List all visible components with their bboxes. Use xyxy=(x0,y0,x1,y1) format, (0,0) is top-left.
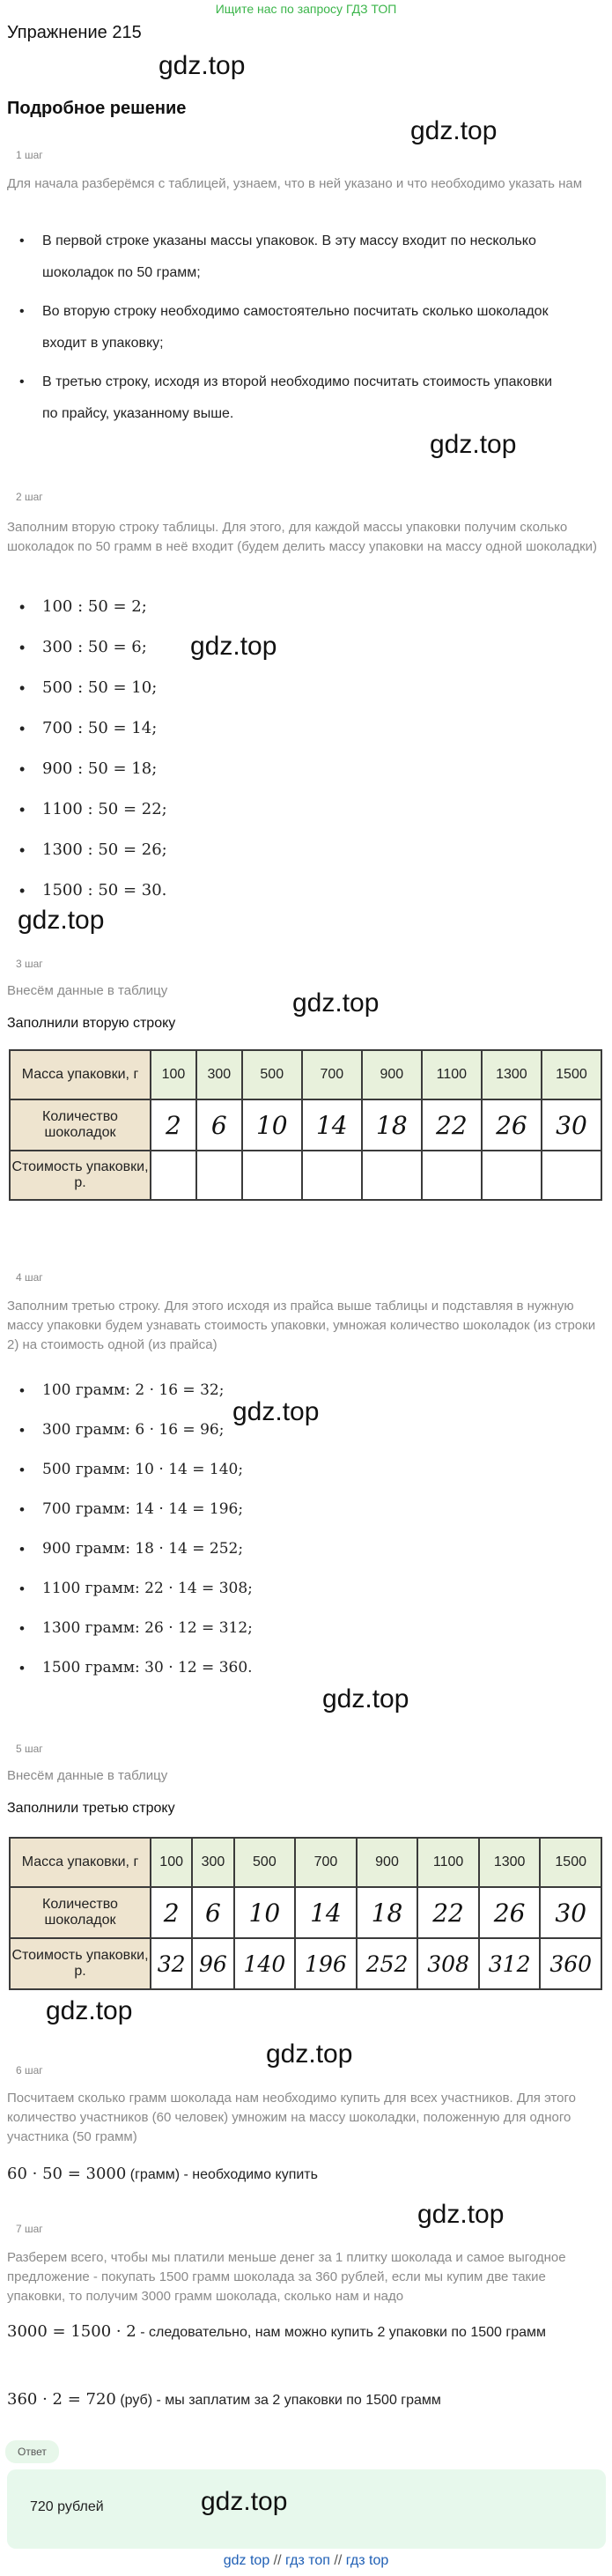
explanation-list xyxy=(7,226,571,430)
row-label-mass: Масса упаковки, г xyxy=(10,1838,151,1887)
list-item: • 100 грамм: 2 · 16 = 32; xyxy=(7,1371,377,1410)
formula-note: (грамм) - необходимо купить xyxy=(129,2167,318,2182)
mass-cell: 1100 xyxy=(417,1838,479,1887)
division-list xyxy=(7,587,359,911)
watermark: gdz.top xyxy=(266,2039,353,2069)
list-item: • 1100 : 50 = 22; xyxy=(7,789,359,830)
list-item: • 1500 грамм: 30 · 12 = 360. xyxy=(7,1648,377,1688)
empty-cell xyxy=(482,1151,542,1200)
list-item: • 1300 грамм: 26 · 12 = 312; xyxy=(7,1609,377,1648)
cost-calculation-list xyxy=(7,1371,377,1688)
list-item: • 300 грамм: 6 · 16 = 96; xyxy=(7,1410,377,1450)
row-label-mass: Масса упаковки, г xyxy=(10,1050,151,1099)
step-intro: Заполним вторую строку таблицы. Для этого, для каждой массы упаковки получим сколько шоколадок по 50 грамм в неё входит (будем делить массу упаковки на массу одной шоколадки) xyxy=(7,520,598,554)
count-cell: 10 xyxy=(234,1887,296,1938)
list-item: • 1300 : 50 = 26; xyxy=(7,830,359,870)
cost-cell: 140 xyxy=(234,1938,296,1989)
formula: 60 · 50 = 3000 xyxy=(7,2165,127,2183)
step-label: 1 шаг xyxy=(16,149,43,161)
count-cell: 6 xyxy=(196,1099,242,1151)
footer-link[interactable]: гдз top xyxy=(345,2553,389,2568)
formula-note: (руб) - мы заплатим за 2 упаковки по 1500 грамм xyxy=(120,2393,441,2408)
count-cell: 30 xyxy=(540,1887,601,1938)
cost-cell: 360 xyxy=(540,1938,601,1989)
count-cell: 6 xyxy=(192,1887,233,1938)
mass-cell: 900 xyxy=(362,1050,422,1099)
step-label: 2 шаг xyxy=(16,491,43,503)
step-intro: Разберем всего, чтобы мы платили меньше денег за 1 плитку шоколада и самое выгодное предложение - покупать 1500 грамм шоколада за 360 рублей, если мы купим две такие упаковки, то получим 3000 грамм шоколада, сколько нам и надо xyxy=(7,2250,566,2304)
count-cell: 22 xyxy=(417,1887,479,1938)
count-cell: 10 xyxy=(242,1099,302,1151)
table-caption: Заполнили третью строку xyxy=(7,1801,175,1816)
list-item: • 900 грамм: 18 · 14 = 252; xyxy=(7,1529,377,1569)
cost-cell: 32 xyxy=(151,1938,192,1989)
mass-cell: 1300 xyxy=(479,1838,541,1887)
step-intro: Внесём данные в таблицу xyxy=(7,983,168,998)
empty-cell xyxy=(151,1151,196,1200)
empty-cell xyxy=(242,1151,302,1200)
step-label: 4 шаг xyxy=(16,1271,43,1284)
count-cell: 14 xyxy=(295,1887,357,1938)
count-cell: 22 xyxy=(422,1099,482,1151)
empty-cell xyxy=(196,1151,242,1200)
watermark: gdz.top xyxy=(410,116,498,145)
watermark: gdz.top xyxy=(430,430,517,459)
total-mass-line xyxy=(7,2159,318,2190)
cost-cell: 252 xyxy=(357,1938,418,1989)
count-cell: 18 xyxy=(357,1887,418,1938)
mass-cell: 300 xyxy=(192,1838,233,1887)
answer-box xyxy=(7,2469,606,2549)
mass-cell: 1300 xyxy=(482,1050,542,1099)
row-label-count: Количество шоколадок xyxy=(10,1099,151,1151)
list-item: • 700 грамм: 14 · 14 = 196; xyxy=(7,1490,377,1529)
watermark: gdz.top xyxy=(190,632,277,661)
row-label-cost: Стоимость упаковки, р. xyxy=(10,1938,151,1989)
step-label: 3 шаг xyxy=(16,958,43,970)
mass-cell: 500 xyxy=(234,1838,296,1887)
answer-badge: Ответ xyxy=(5,2440,59,2463)
count-cell: 14 xyxy=(302,1099,362,1151)
row-label-count: Количество шоколадок xyxy=(10,1887,151,1938)
list-item: • Во вторую строку необходимо самостоятельно посчитать сколько шоколадок входит в упаковку; xyxy=(7,296,571,359)
watermark: gdz.top xyxy=(292,988,380,1018)
mass-cell: 100 xyxy=(151,1838,192,1887)
chocolate-table-filled-row2 xyxy=(9,1049,602,1201)
footer-link[interactable]: гдз топ xyxy=(285,2553,330,2568)
solution-heading: Подробное решение xyxy=(7,99,187,118)
empty-cell xyxy=(302,1151,362,1200)
mass-cell: 700 xyxy=(295,1838,357,1887)
watermark: gdz.top xyxy=(232,1397,320,1426)
reasoning-line-2 xyxy=(7,2385,441,2416)
empty-cell xyxy=(362,1151,422,1200)
mass-cell: 900 xyxy=(357,1838,418,1887)
empty-cell xyxy=(542,1151,601,1200)
watermark: gdz.top xyxy=(46,1996,133,2025)
mass-cell: 1500 xyxy=(542,1050,601,1099)
list-item: • 500 : 50 = 10; xyxy=(7,668,359,708)
footer-separator: // xyxy=(334,2553,343,2568)
list-item: • 1100 грамм: 22 · 14 = 308; xyxy=(7,1569,377,1609)
list-item: • 1500 : 50 = 30. xyxy=(7,870,359,911)
count-cell: 26 xyxy=(479,1887,541,1938)
mass-cell: 1500 xyxy=(540,1838,601,1887)
cost-cell: 308 xyxy=(417,1938,479,1989)
cost-cell: 96 xyxy=(192,1938,233,1989)
answer-value: 720 рублей xyxy=(30,2499,104,2514)
row-label-cost: Стоимость упаковки, р. xyxy=(10,1151,151,1200)
formula: 360 · 2 = 720 xyxy=(7,2390,116,2409)
footer-separator: // xyxy=(273,2553,282,2568)
empty-cell xyxy=(422,1151,482,1200)
count-cell: 2 xyxy=(151,1099,196,1151)
count-cell: 18 xyxy=(362,1099,422,1151)
chocolate-table-complete xyxy=(9,1837,602,1990)
step-intro: Посчитаем сколько грамм шоколада нам необходимо купить для всех участников. Для этого количество участников (60 человек) умножим на массу шоколадки, положенную для одного участника (50 грамм) xyxy=(7,2091,576,2144)
cost-cell: 196 xyxy=(295,1938,357,1989)
list-item: • В первой строке указаны массы упаковок. В эту массу входит по несколько шоколадок по 50 грамм; xyxy=(7,226,571,289)
top-banner: Ищите нас по запросу ГДЗ ТОП xyxy=(215,2,397,16)
mass-cell: 1100 xyxy=(422,1050,482,1099)
count-cell: 30 xyxy=(542,1099,601,1151)
step-intro: Заполним третью строку. Для этого исходя из прайса выше таблицы и подставляя в нужную массу упаковки будем узнавать стоимость упаковки, умножая количество шоколадок (из строки 2) на стоимость одной (из прайса) xyxy=(7,1299,596,1352)
watermark: gdz.top xyxy=(18,906,105,935)
watermark: gdz.top xyxy=(201,2487,288,2516)
list-item: • 100 : 50 = 2; xyxy=(7,587,359,627)
reasoning-line-1 xyxy=(7,2317,597,2348)
list-item: • В третью строку, исходя из второй необходимо посчитать стоимость упаковки по прайсу, указанному выше. xyxy=(7,366,571,430)
step-intro: Внесём данные в таблицу xyxy=(7,1768,168,1783)
count-cell: 26 xyxy=(482,1099,542,1151)
step-label: 7 шаг xyxy=(16,2223,43,2235)
step-label: 6 шаг xyxy=(16,2064,43,2076)
watermark: gdz.top xyxy=(417,2200,505,2229)
list-item: • 700 : 50 = 14; xyxy=(7,708,359,749)
footer-links xyxy=(0,2553,612,2569)
mass-cell: 100 xyxy=(151,1050,196,1099)
list-item: • 300 : 50 = 6; xyxy=(7,627,359,668)
step-label: 5 шаг xyxy=(16,1743,43,1755)
step-intro: Для начала разберёмся с таблицей, узнаем, что в ней указано и что необходимо указать нам xyxy=(7,176,583,191)
cost-cell: 312 xyxy=(479,1938,541,1989)
mass-cell: 700 xyxy=(302,1050,362,1099)
list-item: • 900 : 50 = 18; xyxy=(7,749,359,789)
watermark: gdz.top xyxy=(159,51,246,80)
table-caption: Заполнили вторую строку xyxy=(7,1016,176,1031)
count-cell: 2 xyxy=(151,1887,192,1938)
watermark: gdz.top xyxy=(322,1684,409,1714)
list-item: • 500 грамм: 10 · 14 = 140; xyxy=(7,1450,377,1490)
formula-note: - следовательно, нам можно купить 2 упаковки по 1500 грамм xyxy=(140,2325,547,2340)
formula: 3000 = 1500 · 2 xyxy=(7,2322,136,2341)
footer-link[interactable]: gdz top xyxy=(223,2553,270,2568)
mass-cell: 500 xyxy=(242,1050,302,1099)
page-title: Упражнение 215 xyxy=(7,23,142,42)
mass-cell: 300 xyxy=(196,1050,242,1099)
